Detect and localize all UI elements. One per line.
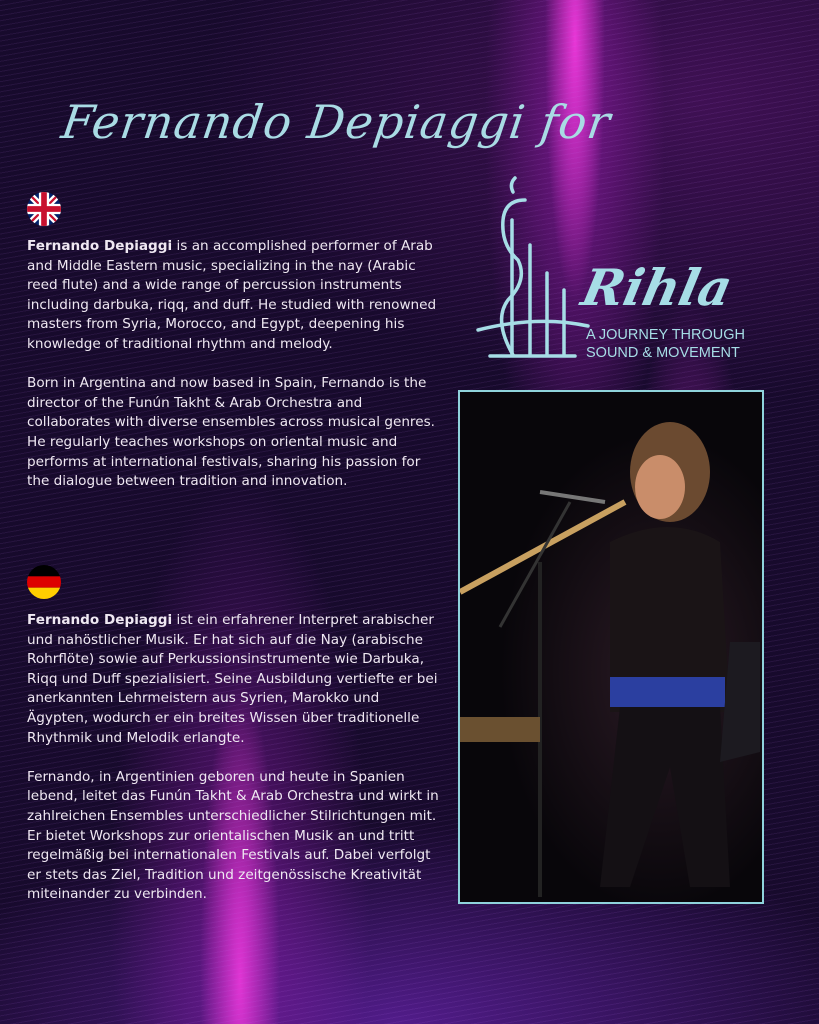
bio-name: Fernando Depiaggi	[27, 612, 173, 628]
bio-text: ist ein erfahrener Interpret arabischer und nahöstlicher Musik. Er hat sich auf die Nay (arabische Rohrflöte) sowie auf Perkussionsinstrumente wie Darbuka, Riqq und Duff spezialisiert. Seine Ausbildung vertiefte er bei anerkannten Lehrmeistern aus Syrien, Marokko und Ägypten, wodurch er ein breites Wissen über traditionelle Rhythmik und Melodik erlangte.	[27, 612, 438, 746]
bio-text: Born in Argentina and now based in Spain, Fernando is the director of the Funún Takht & Arab Orchestra and collaborates with diverse ensembles across musical genres. He regularly teaches workshops on oriental music and performs at international festivals, sharing his passion for the dialogue between tradition and innovation.	[27, 375, 435, 490]
logo-wordmark: Rihla	[576, 258, 738, 317]
bio-name: Fernando Depiaggi	[27, 238, 173, 254]
germany-flag-icon	[27, 565, 61, 599]
logo-tagline	[586, 326, 745, 362]
bio-text: is an accomplished performer of Arab and Middle Eastern music, specializing in the nay (Arabic reed flute) and a wide range of percussion instruments including darbuka, riqq, and duff. He studied with renowned masters from Syria, Morocco, and Egypt, deepening his knowledge of traditional rhythm and melody.	[27, 238, 437, 352]
bio-text: Fernando, in Argentinien geboren und heute in Spanien lebend, leitet das Funún Takht & Arab Orchestra und wirkt in zahlreichen Ensembles unterschiedlicher Stilrichtungen mit. Er bietet Workshops zur orientalischen Musik an und tritt regelmäßig bei internationalen Festivals auf. Dabei verfolgt er stets das Ziel, Tradition und zeitgenössische Kreativität miteinander zu verbinden.	[27, 768, 439, 903]
script-title: Fernando Depiaggi for	[58, 95, 615, 149]
english-bio	[27, 237, 442, 511]
tagline-line-2: SOUND & MOVEMENT	[586, 345, 740, 361]
uk-flag-icon	[27, 192, 61, 226]
tagline-line-1: A JOURNEY THROUGH	[586, 327, 745, 343]
german-bio	[27, 611, 442, 925]
performer-photo	[458, 390, 764, 904]
